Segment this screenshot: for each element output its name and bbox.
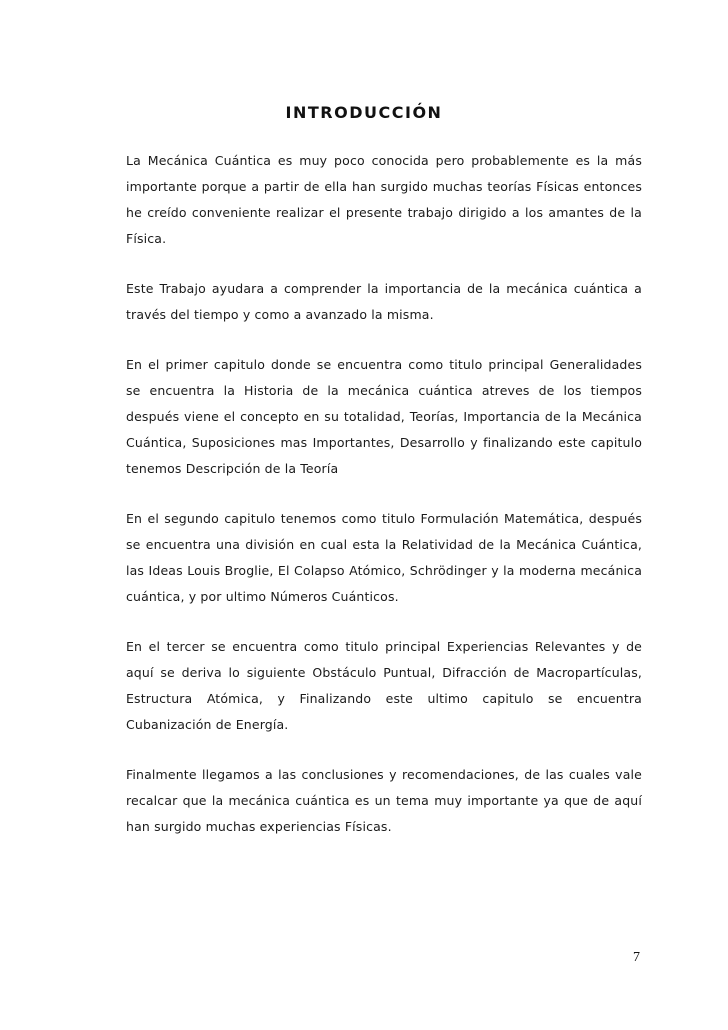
paragraph-intro: La Mecánica Cuántica es muy poco conocida pero probablemente es la más importante porque a partir de ella han surgido muchas teorías Físicas entonces he creído conveniente realizar el presente trabajo dirigido a los amantes de la Física. [126, 153, 642, 246]
page-title: INTRODUCCIÓN [285, 103, 443, 122]
paragraph-chapter-two: En el segundo capitulo tenemos como titulo Formulación Matemática, después se encuentra una división en cual esta la Relatividad de la Mecánica Cuántica, las Ideas Louis Broglie, El Colapso Atómico, Schrödinger y la moderna mecánica cuántica, y por ultimo Números Cuánticos. [126, 511, 642, 604]
paragraph-chapter-three: En el tercer se encuentra como titulo principal Experiencias Relevantes y de aquí se deriva lo siguiente Obstáculo Puntual, Difracción de Macropartículas, Estructura Atómica, y Finalizando este ultimo capitulo se encuentra Cubanización de Energía. [126, 639, 642, 732]
paragraph-purpose: Este Trabajo ayudara a comprender la importancia de la mecánica cuántica a través del tiempo y como a avanzado la misma. [126, 281, 642, 322]
page-number: 7 [633, 950, 640, 965]
paragraph-chapter-one: En el primer capitulo donde se encuentra como titulo principal Generalidades se encuentra la Historia de la mecánica cuántica atreves de los tiempos después viene el concepto en su totalidad, Teorías, Importancia de la Mecánica Cuántica, Suposiciones mas Importantes, Desarrollo y finalizando este capitulo tenemos Descripción de la Teoría [126, 357, 642, 476]
body-text [126, 148, 642, 864]
paragraph-conclusion: Finalmente llegamos a las conclusiones y recomendaciones, de las cuales vale recalcar que la mecánica cuántica es un tema muy importante ya que de aquí han surgido muchas experiencias Físicas. [126, 767, 642, 834]
